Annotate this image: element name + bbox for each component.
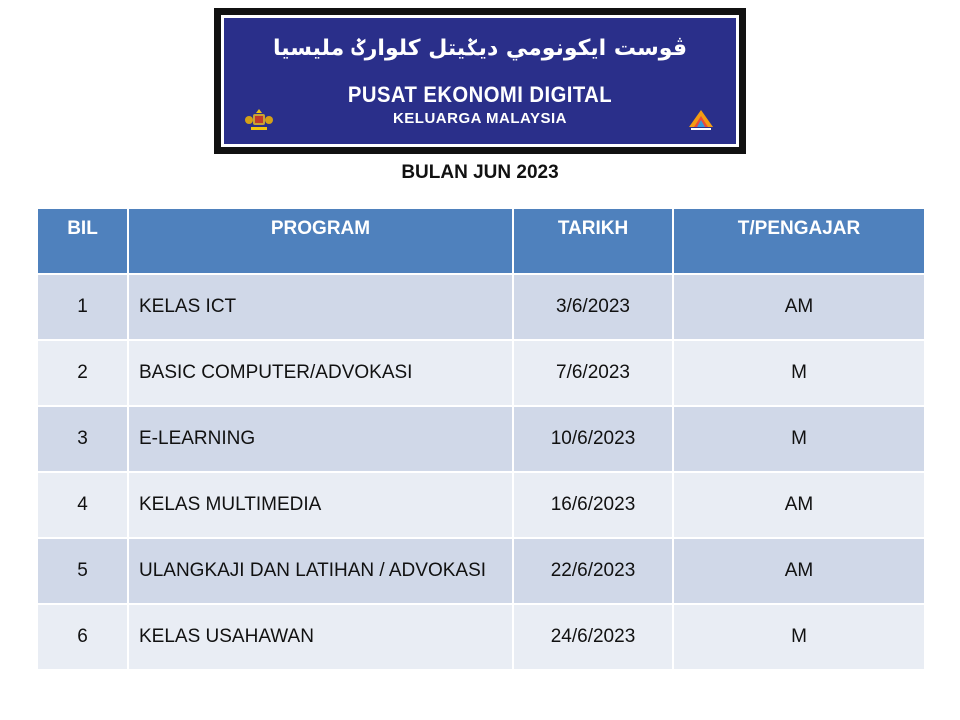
cell-tarikh: 16/6/2023 [513,472,673,538]
banner-title: PUSAT EKONOMI DIGITAL [347,82,613,107]
cell-bil: 4 [37,472,128,538]
cell-pengajar: AM [673,538,925,604]
cell-bil: 1 [37,274,128,340]
cell-tarikh: 24/6/2023 [513,604,673,670]
header-bil: BIL [37,208,128,274]
header-tarikh: TARIKH [513,208,673,274]
mcmc-logo-icon [686,108,716,132]
cell-tarikh: 22/6/2023 [513,538,673,604]
cell-bil: 3 [37,406,128,472]
cell-tarikh: 7/6/2023 [513,340,673,406]
cell-tarikh: 3/6/2023 [513,274,673,340]
header-pengajar: T/PENGAJAR [673,208,925,274]
cell-program: BASIC COMPUTER/ADVOKASI [128,340,513,406]
table-row [37,604,925,670]
table-row [37,538,925,604]
malaysia-crest-icon [244,108,274,132]
cell-tarikh: 10/6/2023 [513,406,673,472]
banner-subtitle: KELUARGA MALAYSIA [392,110,568,127]
table-row [37,472,925,538]
banner-panel [221,15,739,147]
cell-pengajar: M [673,406,925,472]
cell-pengajar: M [673,340,925,406]
cell-pengajar: AM [673,472,925,538]
cell-bil: 2 [37,340,128,406]
cell-program: KELAS MULTIMEDIA [128,472,513,538]
cell-pengajar: M [673,604,925,670]
banner [214,8,746,154]
table-row [37,274,925,340]
table-row [37,340,925,406]
banner-jawi-text: ڤوست ايکونومي ديݢيتل کلوارݢ مليسيا [273,36,687,61]
program-schedule-table [36,207,926,671]
cell-program: KELAS ICT [128,274,513,340]
table-header-row [37,208,925,274]
cell-bil: 6 [37,604,128,670]
cell-program: KELAS USAHAWAN [128,604,513,670]
cell-bil: 5 [37,538,128,604]
cell-program: ULANGKAJI DAN LATIHAN / ADVOKASI [128,538,513,604]
month-title: BULAN JUN 2023 [401,162,559,183]
cell-program: E-LEARNING [128,406,513,472]
header-program: PROGRAM [128,208,513,274]
table-row [37,406,925,472]
cell-pengajar: AM [673,274,925,340]
